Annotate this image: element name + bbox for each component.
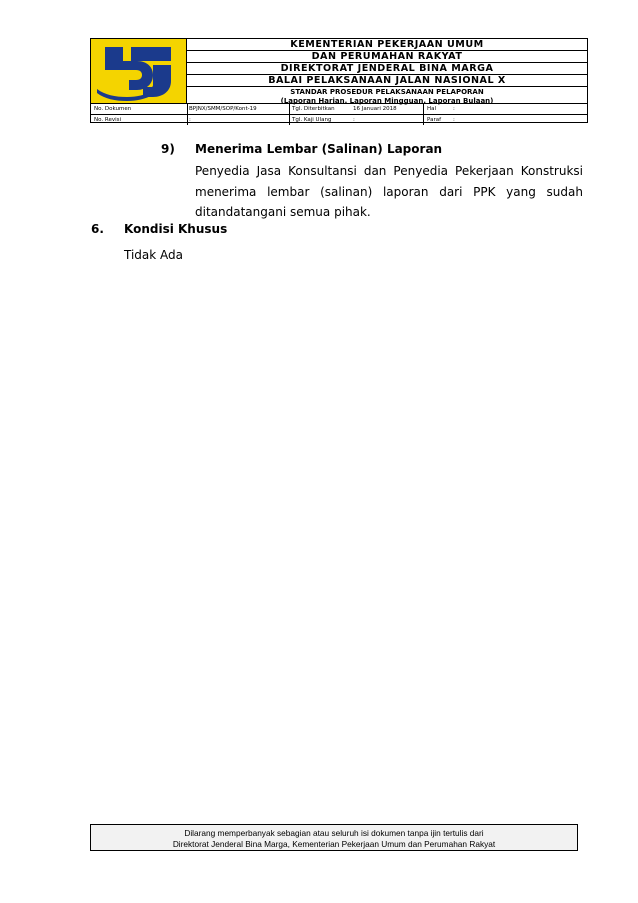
item-9-heading: Menerima Lembar (Salinan) Laporan xyxy=(195,142,443,156)
sop-title: STANDAR PROSEDUR PELAKSANAAN PELAPORAN xyxy=(290,88,484,96)
header-title-line-2: DAN PERUMAHAN RAKYAT xyxy=(187,51,587,63)
meta-page-label: Hal xyxy=(427,106,437,112)
footer-notice xyxy=(90,824,578,851)
ministry-logo xyxy=(91,39,187,103)
sop-subtitle: (Laporan Harian, Laporan Mingguan, Laporan Bulaan) xyxy=(280,97,494,105)
section-6-text: Tidak Ada xyxy=(124,248,183,262)
meta-initial-label: Paraf xyxy=(427,116,442,123)
meta-review-label: Tgl. Kaji Ulang xyxy=(292,116,332,123)
item-9-number: 9) xyxy=(161,142,175,156)
meta-page-value: : xyxy=(453,106,455,112)
meta-review-value: : xyxy=(353,116,355,123)
meta-revision-value: : xyxy=(189,116,191,123)
section-6-number: 6. xyxy=(91,222,104,236)
header-title-line-1: KEMENTERIAN PEKERJAAN UMUM xyxy=(187,39,587,51)
header-title-line-3: DIREKTORAT JENDERAL BINA MARGA xyxy=(187,63,587,75)
meta-issued-label: Tgl. Diterbitkan xyxy=(292,106,335,112)
header-title-line-4: BALAI PELAKSANAAN JALAN NASIONAL X xyxy=(187,75,587,87)
meta-doc-value: BPJNX/SMM/SOP/Kont-19 xyxy=(189,106,257,112)
document-header xyxy=(90,38,588,123)
pupr-logo-icon xyxy=(91,39,185,103)
meta-doc-label: No. Dokumen xyxy=(94,106,132,112)
meta-initial-value: : xyxy=(453,116,455,123)
meta-row-2 xyxy=(91,114,587,126)
meta-revision-label: No. Revisi xyxy=(94,116,122,123)
item-9-paragraph: Penyedia Jasa Konsultansi dan Penyedia Pekerjaan Konstruksi menerima lembar (salinan) laporan dari PPK yang sudah ditandatangani semua pihak. xyxy=(195,164,583,219)
footer-line-2: Direktorat Jenderal Bina Marga, Kementerian Pekerjaan Umum dan Perumahan Rakyat xyxy=(172,838,496,849)
meta-issued-value: 16 Januari 2018 xyxy=(353,106,397,112)
section-6-heading: Kondisi Khusus xyxy=(124,222,228,236)
header-titles xyxy=(187,39,587,103)
footer-line-1: Dilarang memperbanyak sebagian atau seluruh isi dokumen tanpa ijin tertulis dari xyxy=(184,827,484,838)
